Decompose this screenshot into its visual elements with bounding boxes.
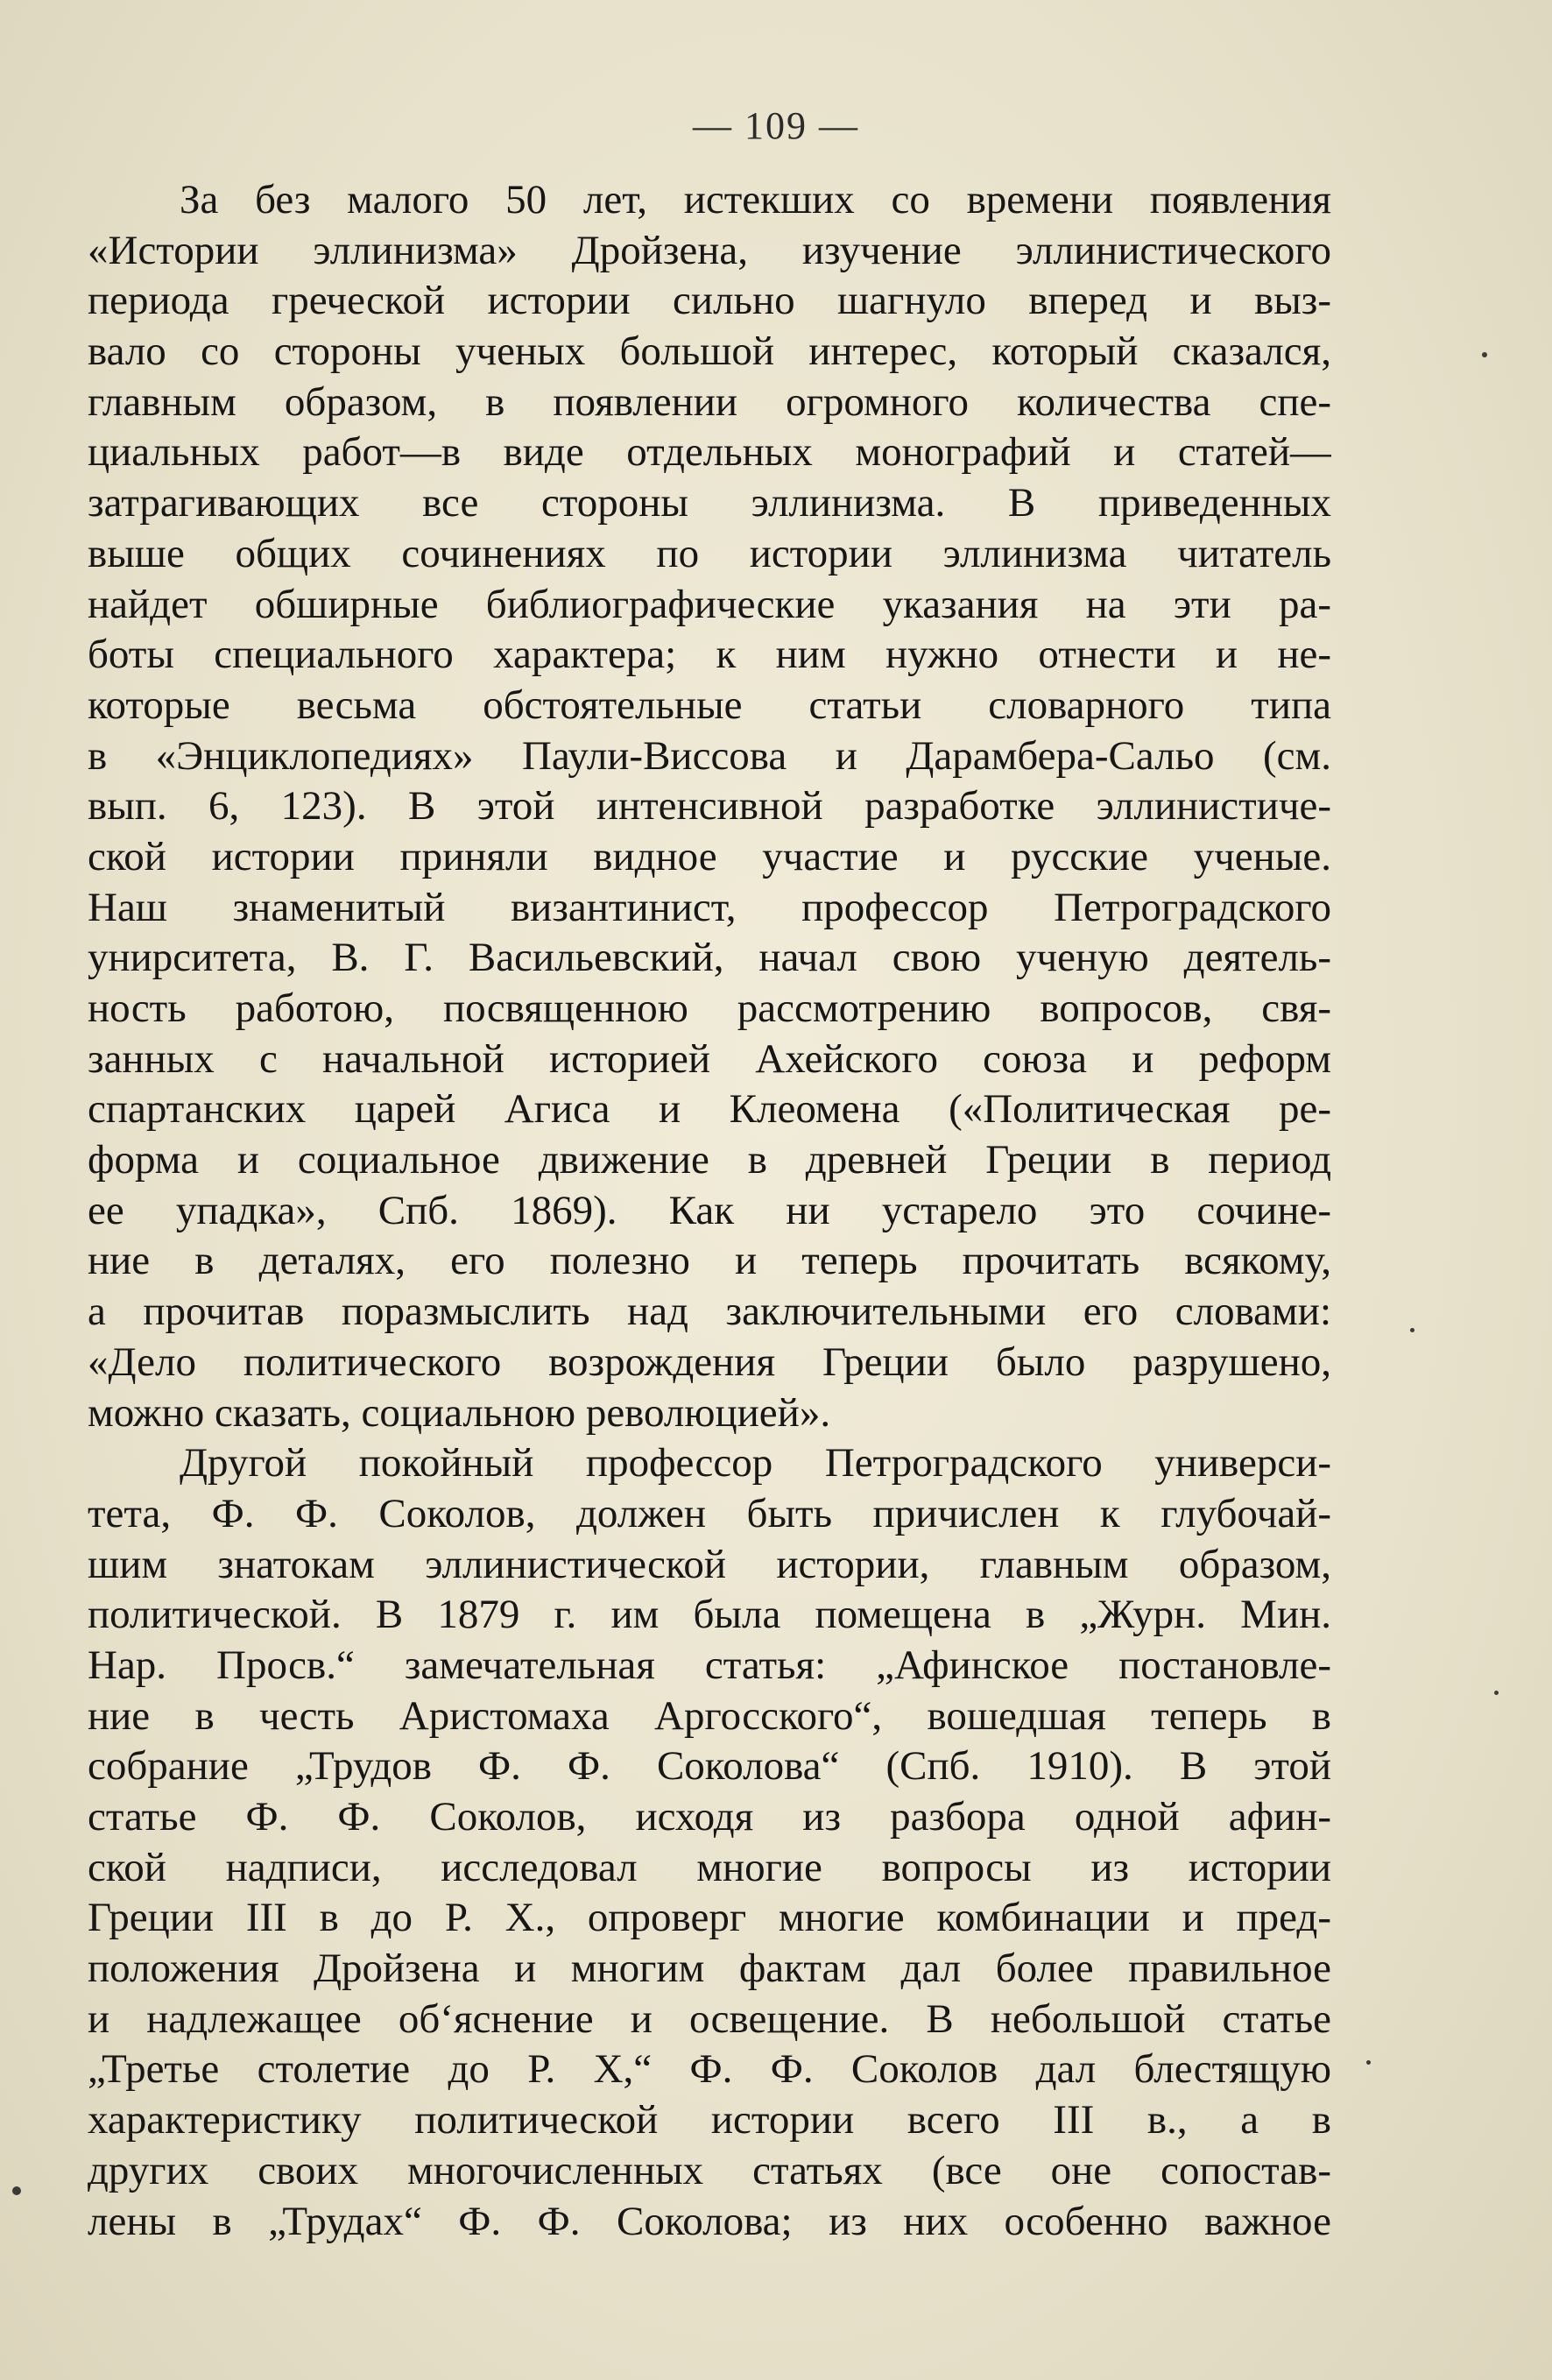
text-line: а прочитав поразмыслить над заключительными его словами: xyxy=(88,1289,1331,1335)
text-line: тета, Ф. Ф. Соколов, должен быть причислен к глубочай- xyxy=(88,1490,1331,1536)
text-line: затрагивающих все стороны эллинизма. В приведенных xyxy=(88,480,1331,526)
text-line: лены в „Трудах“ Ф. Ф. Соколова; из них особенно важное xyxy=(88,2198,1331,2244)
text-line: За без малого 50 лет, истекших со времени появления xyxy=(180,177,1331,222)
page-number: — 109 — xyxy=(693,104,859,147)
text-line: форма и социальное движение в древней Греции в период xyxy=(88,1137,1331,1183)
text-line: которые весьма обстоятельные статьи словарного типа xyxy=(88,682,1331,728)
text-line: в «Энциклопедиях» Паули-Виссова и Дарамбера-Сальо (см. xyxy=(88,732,1331,779)
text-line: и надлежащее об‘яснение и освещение. В небольшой статье xyxy=(88,1995,1331,2042)
text-line: ской истории приняли видное участие и русские ученые. xyxy=(88,833,1331,879)
text-line: унирситета, В. Г. Васильевский, начал свою ученую деятель- xyxy=(88,935,1331,981)
text-line: Греции III в до Р. Х., опроверг многие комбинации и пред- xyxy=(88,1895,1331,1941)
text-line: можно сказать, социальною революцией». xyxy=(88,1389,831,1436)
body-text xyxy=(88,175,1331,2247)
print-speck xyxy=(1482,352,1487,357)
text-line: главным образом, в появлении огромного количества спе- xyxy=(88,378,1331,425)
text-line: характеристику политической истории всего III в., а в xyxy=(88,2097,1331,2143)
text-line: вып. 6, 123). В этой интенсивной разработке эллинистиче- xyxy=(88,783,1331,830)
text-line: политической. В 1879 г. им была помещена в „Журн. Мин. xyxy=(88,1592,1331,1638)
text-line: собрание „Трудов Ф. Ф. Соколова“ (Спб. 1910). В этой xyxy=(88,1743,1331,1790)
print-speck xyxy=(1366,2060,1371,2065)
text-line: ние в честь Аристомаха Аргосского“, вошедшая теперь в xyxy=(88,1692,1331,1739)
text-line: шим знатокам эллинистической истории, главным образом, xyxy=(88,1541,1331,1587)
text-line: ской надписи, исследовал многие вопросы из истории xyxy=(88,1844,1331,1890)
text-line: «Истории эллинизма» Дройзена, изучение эллинистического xyxy=(88,227,1331,273)
text-line: ее упадка», Спб. 1869). Как ни устарело это сочине- xyxy=(88,1187,1331,1233)
print-speck xyxy=(1410,1328,1414,1332)
text-line: спартанских царей Агиса и Клеомена («Политическая ре- xyxy=(88,1086,1331,1133)
text-line: периода греческой истории сильно шагнуло вперед и выз- xyxy=(88,278,1331,324)
text-line: „Третье столетие до Р. Х,“ Ф. Ф. Соколов дал блестящую xyxy=(88,2046,1331,2093)
text-line: «Дело политического возрождения Греции было разрушено, xyxy=(88,1338,1331,1385)
text-line: Другой покойный профессор Петроградского универси- xyxy=(180,1440,1331,1487)
text-line: выше общих сочинениях по истории эллинизма читатель xyxy=(88,530,1331,576)
text-line: положения Дройзена и многим фактам дал более правильное xyxy=(88,1946,1331,1992)
text-line: боты специального характера; к ним нужно отнести и не- xyxy=(88,632,1331,678)
text-line: других своих многочисленных статьях (все оне сопостав- xyxy=(88,2147,1331,2193)
text-line: вало со стороны ученых большой интерес, который сказался, xyxy=(88,328,1331,375)
text-line: Нар. Просв.“ замечательная статья: „Афинское постановле- xyxy=(88,1642,1331,1688)
text-line: ность работою, посвященною рассмотрению вопросов, свя- xyxy=(88,985,1331,1031)
text-line: ние в деталях, его полезно и теперь прочитать всякому, xyxy=(88,1238,1331,1284)
text-line: Наш знаменитый византинист, профессор Петроградского xyxy=(88,884,1331,930)
text-line: занных с начальной историей Ахейского союза и реформ xyxy=(88,1035,1331,1082)
text-line: циальных работ—в виде отдельных монографий и статей— xyxy=(88,429,1331,476)
print-speck xyxy=(1494,1691,1499,1695)
print-speck xyxy=(12,2186,21,2195)
text-line: статье Ф. Ф. Соколов, исходя из разбора одной афин- xyxy=(88,1794,1331,1840)
text-line: найдет обширные библиографические указания на эти ра- xyxy=(88,581,1331,627)
